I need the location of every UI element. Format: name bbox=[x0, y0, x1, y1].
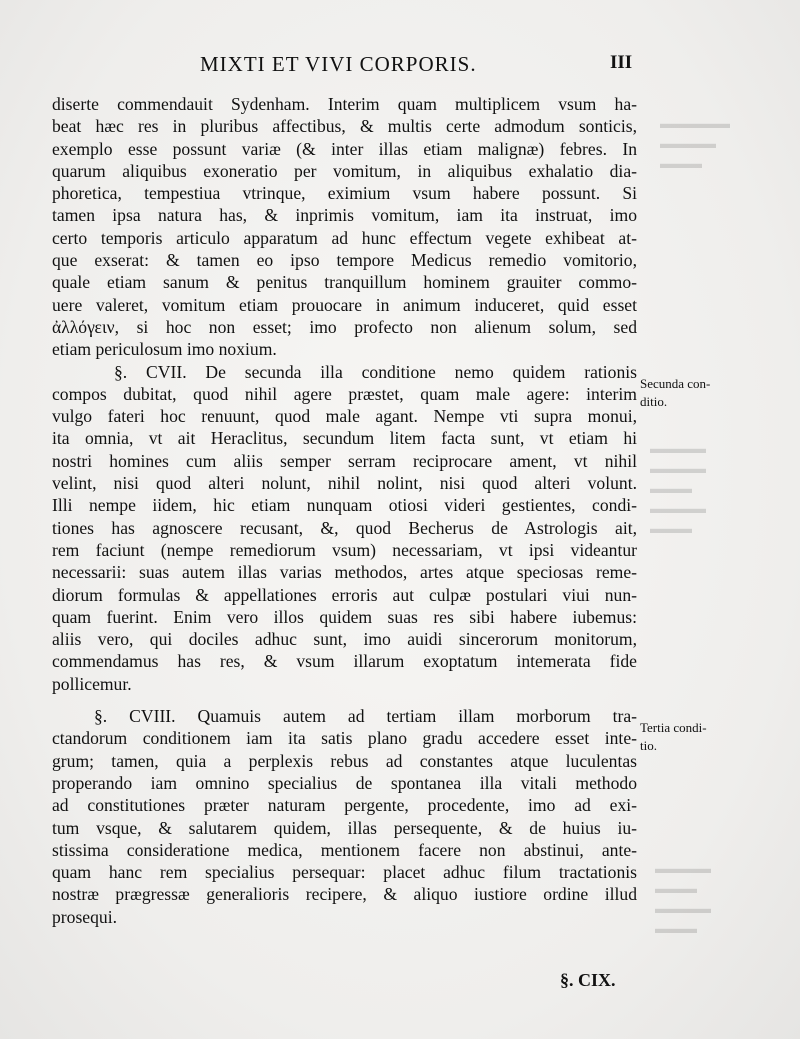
text-line: phoretica, tempestiua vtrinque, eximium vsum habere possunt. Si bbox=[52, 183, 637, 204]
marginal-note-line: ditio. bbox=[640, 394, 668, 409]
text-line: uere valeret, vomitum etiam prouocare in animum induceret, quid esset bbox=[52, 294, 637, 315]
text-line: diserte commendauit Sydenham. Interim quam multiplicem vsum ha- bbox=[52, 94, 637, 114]
text-line: ctandorum conditionem iam ita satis plano gradu accedere esset inte- bbox=[52, 728, 637, 749]
text-line: diorum formulas & appellationes erroris aut culpæ postulari viui nun- bbox=[52, 584, 637, 605]
section-cvii-start: §. CVII. De secunda illa conditione nemo quidem rationis bbox=[114, 361, 637, 382]
text-line: pollicemur. bbox=[52, 673, 132, 694]
text-line: stissima consideratione medica, mentionem facere non abstinui, ante- bbox=[52, 839, 637, 860]
text-line: ita omnia, vt ait Heraclitus, secundum litem facta sunt, vt etiam hi bbox=[52, 428, 637, 449]
text-line: exemplo esse possunt variæ (& inter illas etiam malignæ) febres. In bbox=[52, 138, 637, 159]
text-line: commendamus has res, & vsum illarum exoptatum intemerata fide bbox=[52, 651, 637, 672]
text-line: nostri homines cum aliis semper serram reciprocare ament, vt nihil bbox=[52, 450, 637, 471]
text-line: prosequi. bbox=[52, 906, 117, 927]
marginal-note-line: Secunda con- bbox=[640, 376, 711, 391]
text-line: rem faciunt (nempe remediorum vsum) necessariam, vt ipsi videantur bbox=[52, 539, 637, 560]
text-line: grum; tamen, quia a perplexis rebus ad constantes atque luculentas bbox=[52, 750, 637, 771]
text-line: tamen ipsa natura has, & inprimis vomitum, iam ita instruat, imo bbox=[52, 205, 637, 226]
marginal-note-line: tio. bbox=[640, 738, 657, 753]
text-line: que exserat: & tamen eo ipso tempore Medicus remedio vomitorio, bbox=[52, 250, 637, 271]
text-line: necessarii: suas autem illas varias methodos, artes atque speciosas reme- bbox=[52, 562, 637, 583]
show-through-texture: ▬▬▬▬ ▬▬▬ ▬▬▬▬ ▬▬▬ bbox=[655, 862, 711, 937]
text-line: vulgo fateri hoc renuunt, quod male agant. Nempe vti supra monui, bbox=[52, 406, 637, 427]
text-line: etiam periculosum imo noxium. bbox=[52, 339, 277, 360]
page-number: III bbox=[610, 52, 633, 73]
catchword: §. CIX. bbox=[560, 970, 616, 990]
text-line: quam fuerint. Enim vero illos quidem suas res sibi habere iubemus: bbox=[52, 606, 637, 627]
text-line: certo temporis articulo apparatum ad hunc effectum vegete exhibeat at- bbox=[52, 227, 637, 248]
text-line: ad constitutiones præter naturam pergente, procedente, imo ad exi- bbox=[52, 795, 637, 816]
show-through-texture: ▬▬▬▬▬ ▬▬▬▬ ▬▬▬ bbox=[660, 117, 730, 172]
running-head: MIXTI ET VIVI CORPORIS. bbox=[200, 52, 477, 76]
text-line: ἀλλόγειν, si hoc non esset; imo profecto non alienum solum, sed bbox=[52, 316, 637, 337]
marginal-note-line: Tertia condi- bbox=[640, 720, 707, 735]
text-line: properando iam omnino specialius de spontanea illa vitali methodo bbox=[52, 772, 637, 793]
main-text bbox=[52, 93, 637, 928]
text-line: nostræ prægressæ generalioris recipere, & aliquo iustiore ordine illud bbox=[52, 884, 637, 905]
text-line: quam hanc rem specialius persequar: placet adhuc filum tractationis bbox=[52, 862, 637, 883]
show-through-texture: ▬▬▬▬ ▬▬▬▬ ▬▬▬ ▬▬▬▬ ▬▬▬ bbox=[650, 442, 706, 537]
marginal-note-tertia bbox=[640, 719, 707, 755]
text-line: quale etiam sanum & penitus tranquillum hominem grauiter commo- bbox=[52, 272, 637, 293]
section-cviii-start: §. CVIII. Quamuis autem ad tertiam illam morborum tra- bbox=[94, 706, 637, 727]
text-line: tum vsque, & salutarem quidem, illas persequente, & de huius iu- bbox=[52, 817, 637, 838]
text-line: tiones has agnoscere recusant, &, quod Becherus de Astrologis ait, bbox=[52, 517, 637, 538]
text-line: aliis vero, qui dociles adhuc sunt, imo auidi sincerorum monitorum, bbox=[52, 629, 637, 650]
text-line: quarum aliquibus exoneratio per vomitum, in aliquibus exhalatio dia- bbox=[52, 160, 637, 181]
text-line: velint, nisi quod alteri nolunt, nihil nolint, nisi quod alteri volunt. bbox=[52, 473, 637, 494]
text-line: beat hæc res in pluribus affectibus, & multis certe admodum sonticis, bbox=[52, 116, 637, 137]
text-line: compos dubitat, quod nihil agere præstet, quam male agere: interim bbox=[52, 383, 637, 404]
text-line: Illi nempe iidem, hic etiam nunquam otiosi videri gestientes, condi- bbox=[52, 495, 637, 516]
marginal-note-secunda bbox=[640, 375, 710, 411]
